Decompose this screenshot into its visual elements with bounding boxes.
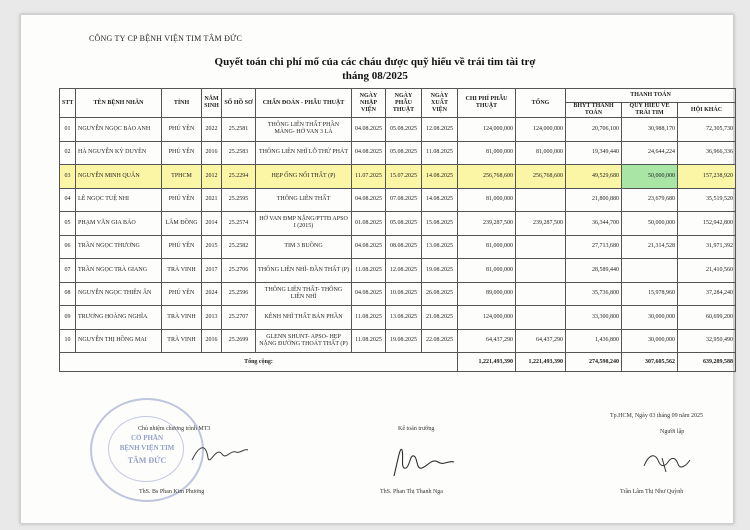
cell-name: NGUYỄN NGỌC BẢO ANH xyxy=(76,118,162,142)
cell-surgery: 05.08.2025 xyxy=(386,118,422,142)
cell-admit: 11.08.2025 xyxy=(352,329,386,353)
cell-province: PHÚ YÊN xyxy=(162,141,202,165)
cell-name: NGUYỄN THỊ HỒNG MAI xyxy=(76,329,162,353)
totals-row xyxy=(60,353,736,372)
cell-total xyxy=(516,235,566,259)
table-row xyxy=(60,235,736,259)
cell-province: TRÀ VINH xyxy=(162,306,202,330)
cell-surgery: 07.08.2025 xyxy=(386,188,422,212)
total-other: 639,289,588 xyxy=(678,353,736,372)
cell-discharge: 12.08.2025 xyxy=(422,118,458,142)
cell-admit: 04.08.2025 xyxy=(352,235,386,259)
cell-diagnosis: HỞ VAN ĐMP NẶNG/PTTĐ APSO I (2015) xyxy=(256,212,352,236)
cell-total: 81,000,000 xyxy=(516,141,566,165)
header-record: SỐ HỒ SƠ xyxy=(222,89,256,118)
total-fund: 307,605,562 xyxy=(622,353,678,372)
cell-discharge: 13.08.2025 xyxy=(422,235,458,259)
cell-total xyxy=(516,282,566,306)
cell-record: 25.2574 xyxy=(222,212,256,236)
header-other: HỘI KHÁC xyxy=(678,103,736,118)
cell-discharge: 14.08.2025 xyxy=(422,188,458,212)
cell-stt: 02 xyxy=(60,141,76,165)
cell-other: 36,966,336 xyxy=(678,141,736,165)
cell-other: 35,519,520 xyxy=(678,188,736,212)
document-title: Quyết toán chi phí mổ của các cháu được quỹ hiếu về trái tim tài trợ xyxy=(214,56,536,68)
cell-province: PHÚ YÊN xyxy=(162,118,202,142)
cell-admit: 01.08.2025 xyxy=(352,212,386,236)
cell-diagnosis: THÔNG LIÊN THẤT- THÔNG LIÊN NHĨ xyxy=(256,282,352,306)
cell-cost: 81,000,000 xyxy=(458,235,516,259)
table-row xyxy=(60,188,736,212)
cell-discharge: 19.08.2025 xyxy=(422,259,458,283)
cell-cost: 124,000,000 xyxy=(458,118,516,142)
cell-other: 31,971,392 xyxy=(678,235,736,259)
cell-bhyt: 49,529,680 xyxy=(566,165,622,189)
cell-surgery: 19.08.2025 xyxy=(386,329,422,353)
cell-bhyt: 21,800,880 xyxy=(566,188,622,212)
header-birth: NĂM SINH xyxy=(202,89,222,118)
table-row xyxy=(60,329,736,353)
cell-province: PHÚ YÊN xyxy=(162,282,202,306)
cell-other: 32,950,490 xyxy=(678,329,736,353)
cost-table xyxy=(59,88,736,372)
stamp-text-3: TÂM ĐỨC xyxy=(127,456,167,465)
cell-other: 60,699,200 xyxy=(678,306,736,330)
cell-other: 152,942,800 xyxy=(678,212,736,236)
cell-diagnosis: THÔNG LIÊN NHĨ LỖ THỨ PHÁT xyxy=(256,141,352,165)
cell-birth: 2022 xyxy=(202,118,222,142)
cell-other: 21,410,560 xyxy=(678,259,736,283)
cell-birth: 2014 xyxy=(202,212,222,236)
cell-record: 25.2581 xyxy=(222,118,256,142)
company-name: CÔNG TY CP BỆNH VIỆN TIM TÂM ĐỨC xyxy=(89,34,242,43)
cell-discharge: 15.08.2025 xyxy=(422,212,458,236)
cell-name: TRẦN NGỌC TRÀ GIANG xyxy=(76,259,162,283)
cell-surgery: 15.07.2025 xyxy=(386,165,422,189)
header-admit: NGÀY NHẬP VIỆN xyxy=(352,89,386,118)
table-row-highlighted xyxy=(60,165,736,189)
cell-name: NGUYỄN MINH QUÂN xyxy=(76,165,162,189)
cell-discharge: 26.08.2025 xyxy=(422,282,458,306)
cell-record: 25.2294 xyxy=(222,165,256,189)
stamp-text-1: CỔ PHẦN xyxy=(130,434,164,442)
cell-cost: 256,768,600 xyxy=(458,165,516,189)
cell-birth: 2012 xyxy=(202,165,222,189)
cell-diagnosis: TIM 3 BUỒNG xyxy=(256,235,352,259)
cell-stt: 01 xyxy=(60,118,76,142)
cell-total xyxy=(516,306,566,330)
header-surgery: NGÀY PHẪU THUẬT xyxy=(386,89,422,118)
cell-name: TRƯƠNG HOÀNG NGHĨA xyxy=(76,306,162,330)
cell-surgery: 10.08.2025 xyxy=(386,282,422,306)
header-province: TỈNH xyxy=(162,89,202,118)
cell-bhyt: 28,589,440 xyxy=(566,259,622,283)
cell-diagnosis: THÔNG LIÊN NHĨ- ĐẦN THẤT (P) xyxy=(256,259,352,283)
cell-bhyt: 27,713,680 xyxy=(566,235,622,259)
right-signer-caption: Người lập xyxy=(660,429,685,435)
total-bhyt: 274,598,240 xyxy=(566,353,622,372)
cell-stt: 05 xyxy=(60,212,76,236)
cell-record: 25.2596 xyxy=(222,282,256,306)
cell-birth: 2016 xyxy=(202,329,222,353)
cell-diagnosis: THÔNG LIÊN THẤT xyxy=(256,188,352,212)
cell-stt: 10 xyxy=(60,329,76,353)
cell-diagnosis: GLENN SHUNT- APSO- HẸP NẶNG ĐƯỜNG THOÁT THẤT (P) xyxy=(256,329,352,353)
cell-cost: 89,000,000 xyxy=(458,282,516,306)
cell-fund: 50,000,000 xyxy=(622,212,678,236)
header-bhyt: BHYT THANH TOÁN xyxy=(566,103,622,118)
cell-fund: 21,314,528 xyxy=(622,235,678,259)
cell-record: 25.2706 xyxy=(222,259,256,283)
cell-birth: 2015 xyxy=(202,235,222,259)
cell-cost: 239,287,500 xyxy=(458,212,516,236)
table-row xyxy=(60,141,736,165)
cell-record: 25.2583 xyxy=(222,141,256,165)
cell-fund: 24,644,224 xyxy=(622,141,678,165)
cell-bhyt: 1,436,800 xyxy=(566,329,622,353)
cell-stt: 07 xyxy=(60,259,76,283)
cell-record: 25.2707 xyxy=(222,306,256,330)
cell-fund: 23,679,680 xyxy=(622,188,678,212)
cell-province: TRÀ VINH xyxy=(162,329,202,353)
cell-bhyt: 36,344,700 xyxy=(566,212,622,236)
cell-stt: 06 xyxy=(60,235,76,259)
table-row xyxy=(60,259,736,283)
cell-other: 157,238,920 xyxy=(678,165,736,189)
cell-surgery: 12.08.2025 xyxy=(386,259,422,283)
cell-total: 239,287,500 xyxy=(516,212,566,236)
cell-diagnosis: KÊNH NHĨ THẤT BÁN PHẦN xyxy=(256,306,352,330)
cell-other: 72,305,730 xyxy=(678,118,736,142)
cell-total: 256,768,600 xyxy=(516,165,566,189)
mid-signature-icon xyxy=(388,440,458,482)
cell-cost: 81,000,000 xyxy=(458,141,516,165)
cell-fund: 15,978,960 xyxy=(622,282,678,306)
cell-total: 124,000,000 xyxy=(516,118,566,142)
cell-province: TRÀ VINH xyxy=(162,259,202,283)
cell-bhyt: 20,706,100 xyxy=(566,118,622,142)
cell-name: PHẠM VĂN GIA BẢO xyxy=(76,212,162,236)
left-signer-caption: Chủ nhiệm chương trình MT3 xyxy=(138,426,211,432)
document-subtitle: tháng 08/2025 xyxy=(342,70,408,82)
cell-discharge: 22.08.2025 xyxy=(422,329,458,353)
cell-cost: 81,000,000 xyxy=(458,259,516,283)
cell-fund xyxy=(622,259,678,283)
cell-surgery: 05.08.2025 xyxy=(386,212,422,236)
cell-admit: 04.08.2025 xyxy=(352,282,386,306)
total-cost: 1,221,493,390 xyxy=(458,353,516,372)
cell-name: HÀ NGUYỄN KỲ DUYÊN xyxy=(76,141,162,165)
cell-surgery: 13.08.2025 xyxy=(386,306,422,330)
cell-province: PHÚ YÊN xyxy=(162,188,202,212)
left-signature-icon xyxy=(190,440,250,468)
cell-birth: 2021 xyxy=(202,188,222,212)
cell-cost: 64,437,290 xyxy=(458,329,516,353)
cell-discharge: 11.08.2025 xyxy=(422,141,458,165)
cell-name: NGUYỄN NGỌC THIÊN ÂN xyxy=(76,282,162,306)
cell-admit: 04.08.2025 xyxy=(352,188,386,212)
cell-fund: 30,988,170 xyxy=(622,118,678,142)
mid-signer-caption: Kế toán trưởng xyxy=(398,426,435,432)
cell-province: TPHCM xyxy=(162,165,202,189)
cell-bhyt: 35,736,800 xyxy=(566,282,622,306)
table-row xyxy=(60,212,736,236)
cell-diagnosis: THÔNG LIÊN THẤT PHẦN MÀNG- HỞ VAN 3 LÁ xyxy=(256,118,352,142)
cell-discharge: 21.08.2025 xyxy=(422,306,458,330)
cell-record: 25.2595 xyxy=(222,188,256,212)
cell-name: LÊ NGỌC TUỆ NHI xyxy=(76,188,162,212)
table-row xyxy=(60,282,736,306)
cell-fund: 30,000,000 xyxy=(622,306,678,330)
cell-discharge: 14.08.2025 xyxy=(422,165,458,189)
cell-surgery: 08.08.2025 xyxy=(386,235,422,259)
cell-total xyxy=(516,188,566,212)
cell-stt: 03 xyxy=(60,165,76,189)
cell-fund: 30,000,000 xyxy=(622,329,678,353)
cell-stt: 04 xyxy=(60,188,76,212)
cell-admit: 11.07.2025 xyxy=(352,165,386,189)
cell-cost: 81,000,000 xyxy=(458,188,516,212)
cell-stt: 08 xyxy=(60,282,76,306)
header-cost: CHI PHÍ PHẪU THUẬT xyxy=(458,89,516,118)
mid-signer-name: ThS. Phan Thị Thanh Nga xyxy=(380,489,443,495)
header-stt: STT xyxy=(60,89,76,118)
cell-other: 37,284,240 xyxy=(678,282,736,306)
cell-stt: 09 xyxy=(60,306,76,330)
left-signer-name: ThS. Bs Phan Kim Phương xyxy=(139,489,205,495)
cell-province: PHÚ YÊN xyxy=(162,235,202,259)
table-header-row xyxy=(60,89,736,103)
cell-bhyt: 19,349,440 xyxy=(566,141,622,165)
date-place: Tp.HCM, Ngày 03 tháng 09 năm 2025 xyxy=(610,413,703,419)
right-signer-name: Trần Lâm Thị Như Quỳnh xyxy=(620,489,684,495)
cell-total: 64,437,290 xyxy=(516,329,566,353)
cell-birth: 2024 xyxy=(202,282,222,306)
cell-record: 25.2699 xyxy=(222,329,256,353)
header-diagnosis: CHẨN ĐOÁN - PHẪU THUẬT xyxy=(256,89,352,118)
cell-record: 25.2582 xyxy=(222,235,256,259)
header-name: TÊN BỆNH NHÂN xyxy=(76,89,162,118)
cell-admit: 04.08.2025 xyxy=(352,141,386,165)
cell-bhyt: 33,300,800 xyxy=(566,306,622,330)
cell-birth: 2013 xyxy=(202,306,222,330)
cell-admit: 11.08.2025 xyxy=(352,306,386,330)
cell-admit: 11.08.2025 xyxy=(352,259,386,283)
table-row xyxy=(60,306,736,330)
header-fund: QUỸ HIẾU VỀ TRÁI TIM xyxy=(622,103,678,118)
cell-fund: 50,000,000 xyxy=(622,165,678,189)
cell-admit: 04.08.2025 xyxy=(352,118,386,142)
cell-total xyxy=(516,259,566,283)
header-discharge: NGÀY XUẤT VIỆN xyxy=(422,89,458,118)
totals-label: Tổng cộng: xyxy=(60,353,458,372)
table-row xyxy=(60,118,736,142)
header-total: TỔNG xyxy=(516,89,566,118)
cell-diagnosis: HẸP ỐNG NỐI THẤT (P) xyxy=(256,165,352,189)
stamp-text-2: BỆNH VIỆN TIM xyxy=(119,444,175,452)
cell-birth: 2016 xyxy=(202,141,222,165)
cell-province: LÂM ĐỒNG xyxy=(162,212,202,236)
cell-surgery: 05.08.2025 xyxy=(386,141,422,165)
cell-cost: 124,000,000 xyxy=(458,306,516,330)
right-signature-icon xyxy=(640,446,700,476)
cell-name: TRẦN NGỌC THƯƠNG xyxy=(76,235,162,259)
header-payment: THANH TOÁN xyxy=(566,89,736,103)
cell-birth: 2017 xyxy=(202,259,222,283)
total-total: 1,221,493,390 xyxy=(516,353,566,372)
